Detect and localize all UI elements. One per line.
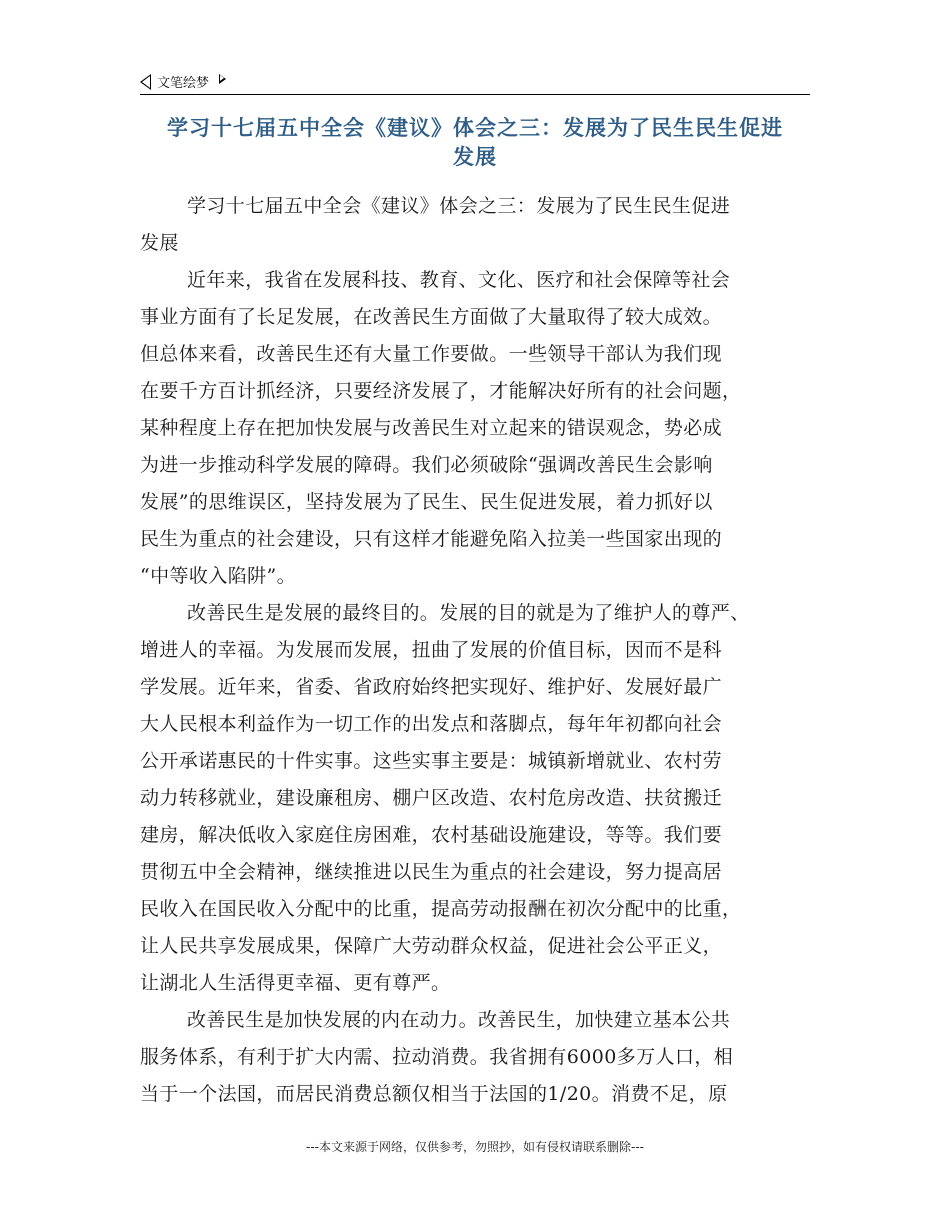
body-line: “中等收入陷阱”。 [140,565,297,587]
body-line: 大人民根本利益作为一切工作的出发点和落脚点，每年年初都向社会 [140,713,723,735]
body-line: 某种程度上存在把加快发展与改善民生对立起来的错误观念，势必成 [140,417,723,439]
body-line: 改善民生是发展的最终目的。发展的目的就是为了维护人的尊严、 [187,602,750,624]
body-line: 但总体来看，改善民生还有大量工作要做。一些领导干部认为我们现 [140,343,723,365]
body-line: 让湖北人生活得更幸福、更有尊严。 [140,972,451,994]
body-line: 发展”的思维误区，坚持发展为了民生、民生促进发展，着力抓好以 [140,491,713,513]
document-body [140,188,812,1113]
title-line-2: 发展 [453,144,497,169]
body-line: 民收入在国民收入分配中的比重，提高劳动报酬在初次分配中的比重， [140,898,742,920]
header-brand: 文笔绘梦 [157,76,210,91]
body-line: 民生为重点的社会建设，只有这样才能避免陷入拉美一些国家出现的 [140,528,723,550]
body-line: 建房，解决低收入家庭住房困难，农村基础设施建设，等等。我们要 [140,824,723,846]
body-line: 服务体系，有利于扩大内需、拉动消费。我省拥有6000多万人口，相 [140,1046,734,1068]
body-line: 改善民生是加快发展的内在动力。改善民生，加快建立基本公共 [187,1009,731,1031]
body-line: 公开承诺惠民的十件实事。这些实事主要是：城镇新增就业、农村劳 [140,750,723,772]
body-line: 让人民共享发展成果，保障广大劳动群众权益，促进社会公平正义， [140,935,723,957]
body-line: 发展 [140,232,179,254]
body-line: 学发展。近年来，省委、省政府始终把实现好、维护好、发展好最广 [140,676,723,698]
body-line: 当于一个法国，而居民消费总额仅相当于法国的1/20。消费不足，原 [140,1083,728,1105]
triangle-left-icon [140,74,151,90]
body-line: 增进人的幸福。为发展而发展，扭曲了发展的价值目标，因而不是科 [140,639,723,661]
page-footer: ---本文来源于网络，仅供参考，勿照抄，如有侵权请联系删除--- [306,1140,644,1154]
body-line: 事业方面有了长足发展，在改善民生方面做了大量取得了较大成效。 [140,306,723,328]
page-header [140,70,810,95]
body-line: 动力转移就业，建设廉租房、棚户区改造、农村危房改造、扶贫搬迁 [140,787,723,809]
title-line-1: 学习十七届五中全会《建议》体会之三：发展为了民生民生促进 [167,115,783,140]
body-line: 为进一步推动科学发展的障碍。我们必须破除“强调改善民生会影响 [140,454,713,476]
body-line: 贯彻五中全会精神，继续推进以民生为重点的社会建设，努力提高居 [140,861,723,883]
document-title [140,113,810,171]
body-line: 学习十七届五中全会《建议》体会之三：发展为了民生民生促进 [187,195,731,217]
header-brand-group [140,72,226,91]
body-line: 在要千方百计抓经济，只要经济发展了，才能解决好所有的社会问题， [140,380,742,402]
triangle-right-icon [219,74,226,84]
body-line: 近年来，我省在发展科技、教育、文化、医疗和社会保障等社会 [187,269,731,291]
